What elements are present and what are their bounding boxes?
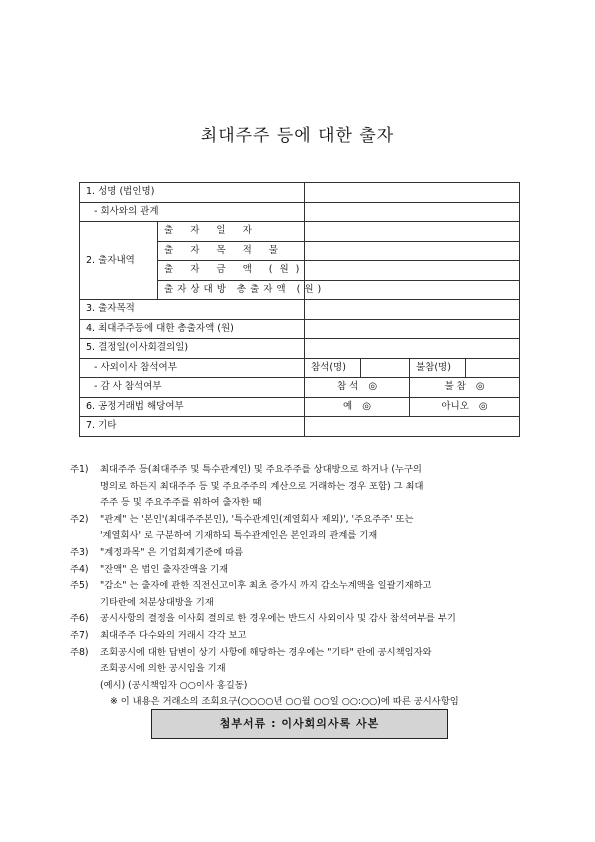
field-name-value[interactable] <box>305 183 520 203</box>
field-total-investment-label: 4. 최대주주등에 대한 총출자액 (원) <box>80 319 305 339</box>
footnote-line <box>70 528 540 545</box>
footnote-line <box>70 479 540 496</box>
investment-object-value[interactable] <box>305 241 520 261</box>
field-decision-date-value[interactable] <box>305 339 520 359</box>
footnotes <box>70 462 540 711</box>
footnote-line <box>70 462 540 479</box>
investment-date-value[interactable] <box>305 222 520 242</box>
outside-director-label: - 사외이사 참석여부 <box>80 358 305 378</box>
footnote-tag <box>70 661 100 678</box>
footnote-tag: 주5) <box>70 580 89 592</box>
footnote-line <box>70 545 540 562</box>
footnote-tag: 주6) <box>70 613 89 625</box>
footnote-text: '계열회사' 로 구분하여 기재하되 특수관계인은 본인과의 관계를 기재 <box>100 530 378 542</box>
footnote-tag: 주1) <box>70 464 89 475</box>
investment-amount-label: 출 자 금 액 (원) <box>158 261 305 281</box>
footnote-line <box>70 678 540 695</box>
field-total-investment-value[interactable] <box>305 319 520 339</box>
footnote-text: 기타란에 처분상대방을 기재 <box>100 596 214 608</box>
footnote-text: 최대주주 등(최대주주 및 특수관계인) 및 주요주주를 상대방으로 하거나 (누구의 <box>100 464 422 475</box>
auditor-absent-label: 불 참 <box>444 381 466 393</box>
fair-trade-yes-option[interactable] <box>305 397 410 417</box>
attachment-box: 첨부서류 : 이사회의사록 사본 <box>151 709 448 739</box>
footnote-tag <box>70 495 100 512</box>
auditor-attend-option[interactable] <box>305 378 410 398</box>
field-relation-label: - 회사와의 관계 <box>80 202 305 222</box>
footnote-text: (예시) (공시책임자 ○○이사 홍길동) <box>100 679 248 691</box>
footnote-line <box>70 611 540 628</box>
footnote-text: 조회공시에 대한 답변이 상기 사항에 해당하는 경우에는 "기타" 란에 공시책임자와 <box>100 646 432 658</box>
footnote-tag: 주2) <box>70 513 89 525</box>
circle-icon: ◎ <box>475 381 485 393</box>
footnote-line <box>70 628 540 645</box>
field-relation-value[interactable] <box>305 202 520 222</box>
footnote-line <box>70 495 540 512</box>
investment-date-label: 출 자 일 자 <box>158 222 305 242</box>
footnote-line <box>70 562 540 579</box>
footnote-tag <box>70 479 100 496</box>
outside-director-absent-label: 불참(명) <box>410 358 466 378</box>
footnote-tag <box>70 694 100 711</box>
page-title: 최대주주 등에 대한 출자 <box>200 126 395 146</box>
footnote-line <box>70 645 540 662</box>
fair-trade-label: 6. 공정거래법 해당여부 <box>80 397 305 417</box>
footnote-text: "감소" 는 출자에 관한 직전신고이후 최초 증가시 까지 감소누계액을 일괄기재하고 <box>100 580 432 592</box>
footnote-tag <box>70 678 100 695</box>
footnote-tag: 주7) <box>70 629 89 641</box>
investment-object-label: 출 자 목 적 물 <box>158 241 305 261</box>
footnote-text: "계정과목" 은 기업회계기준에 따름 <box>100 546 244 558</box>
circle-icon: ◎ <box>362 400 371 412</box>
outside-director-attend-value[interactable] <box>361 358 410 378</box>
outside-director-attend-label: 참석(명) <box>305 358 361 378</box>
auditor-attend-label: 참 석 <box>336 381 359 393</box>
footnote-tag: 주8) <box>70 646 89 658</box>
field-decision-date-label: 5. 결정일(이사회결의일) <box>80 339 305 359</box>
investment-amount-value[interactable] <box>305 261 520 281</box>
footnote-text: "관계" 는 '본인'(최대주주본인), '특수관계인(계열회사 제외)', '주요주주' 또는 <box>100 513 414 525</box>
field-name-label: 1. 성명 (법인명) <box>80 183 305 203</box>
field-purpose-value[interactable] <box>305 300 520 320</box>
disclosure-form-table <box>79 182 520 437</box>
footnote-tag: 주3) <box>70 546 89 558</box>
outside-director-absent-value[interactable] <box>466 358 520 378</box>
footnote-text: 주주 등 및 주요주주를 위하여 출자한 때 <box>100 497 262 509</box>
footnote-line <box>70 595 540 612</box>
field-purpose-label: 3. 출자목적 <box>80 300 305 320</box>
footnote-line <box>70 578 540 595</box>
field-other-label: 7. 기타 <box>80 417 305 437</box>
auditor-label: - 감 사 참석여부 <box>80 378 305 398</box>
counterparty-total-label: 출자상대방 총출자액 (원) <box>158 280 305 300</box>
footnote-text: ※ 이 내용은 거래소의 조회요구(○○○○년 ○○월 ○○일 ○○:○○)에 따른 공시사항임 <box>110 696 459 708</box>
field-investment-label: 2. 출자내역 <box>80 222 158 300</box>
counterparty-total-value[interactable] <box>305 280 520 300</box>
footnote-text: "잔액" 은 법인 출자잔액을 기재 <box>100 563 229 575</box>
circle-icon: ◎ <box>478 400 488 412</box>
fair-trade-no-label: 아니오 <box>441 400 469 412</box>
auditor-absent-option[interactable] <box>410 378 520 398</box>
footnote-text: 최대주주 다수와의 거래시 각각 보고 <box>100 629 247 641</box>
footnote-line <box>70 512 540 529</box>
footnote-tag <box>70 595 100 612</box>
footnote-tag: 주4) <box>70 563 89 575</box>
fair-trade-yes-label: 예 <box>343 400 353 412</box>
circle-icon: ◎ <box>368 381 378 393</box>
footnote-text: 명의로 하든지 최대주주 등 및 주요주주의 계산으로 거래하는 경우 포함) 그 최대 <box>100 480 424 492</box>
footnote-line <box>70 661 540 678</box>
field-other-value[interactable] <box>305 417 520 437</box>
footnote-tag <box>70 528 100 545</box>
footnote-text: 공시사항의 결정을 이사회 결의로 한 경우에는 반드시 사외이사 및 감사 참석여부를 부기 <box>100 613 456 625</box>
fair-trade-no-option[interactable] <box>410 397 520 417</box>
footnote-text: 조회공시에 의한 공시임을 기재 <box>100 663 226 675</box>
